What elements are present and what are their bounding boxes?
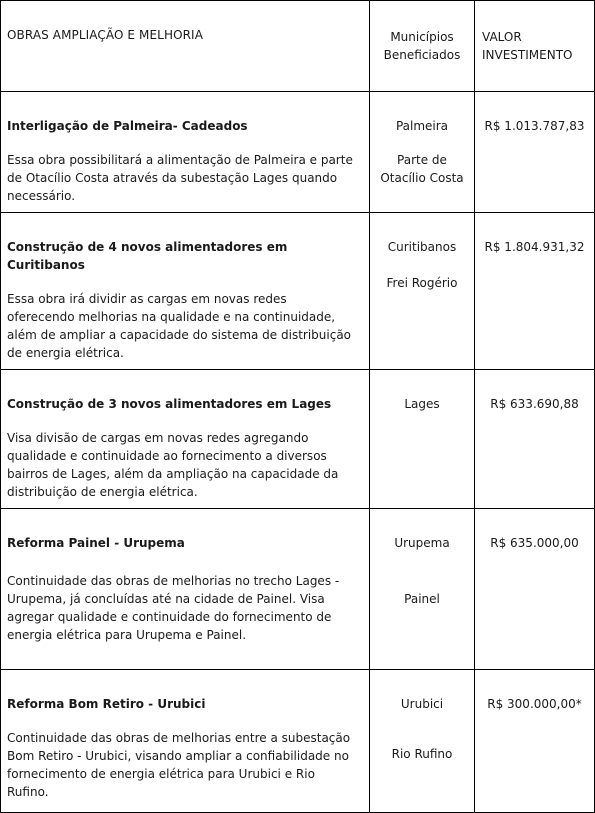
- obra-description-cell: [1, 92, 370, 213]
- municipio: Painel: [404, 592, 440, 606]
- header-municipios-line1: Municípios: [390, 30, 454, 44]
- header-municipios-line2: Beneficiados: [383, 48, 461, 62]
- valor-cell: R$ 1.013.787,83: [475, 92, 595, 213]
- table-header-row: [1, 1, 595, 92]
- obra-text-line: de Otacílio Costa através da subestação Lages quando: [7, 171, 338, 185]
- valor-cell: R$ 300.000,00*: [475, 670, 595, 813]
- table-row: [1, 370, 595, 509]
- obra-text-line: Bom Retiro - Urubici, visando ampliar a confiabilidade no: [7, 749, 349, 763]
- obra-text-line: energia elétrica para Urupema e Painel.: [7, 628, 247, 642]
- municipio: Rio Rufino: [391, 747, 453, 761]
- obra-text: [7, 729, 363, 801]
- valor-cell: R$ 635.000,00: [475, 509, 595, 670]
- obra-text-line: Rufino.: [7, 785, 49, 799]
- municipio: Urupema: [394, 536, 450, 550]
- municipios-cell: [370, 92, 475, 213]
- table-row: [1, 92, 595, 213]
- obra-text-line: Essa obra irá dividir as cargas em novas redes: [7, 292, 287, 306]
- header-obras: OBRAS AMPLIAÇÃO E MELHORIA: [1, 1, 370, 92]
- obra-title: Construção de 4 novos alimentadores em Curitibanos: [7, 240, 288, 272]
- obra-text-line: agregar qualidade e continuidade do fornecimento de: [7, 610, 332, 624]
- obra-description-cell: [1, 670, 370, 813]
- obra-text-line: oferecendo melhorias na qualidade e na continuidade,: [7, 310, 336, 324]
- municipios-cell: [370, 213, 475, 370]
- municipio: Lages: [404, 397, 440, 411]
- municipios-cell: [370, 509, 475, 670]
- municipio: Parte de: [397, 153, 447, 167]
- obra-text-line: de energia elétrica.: [7, 346, 124, 360]
- valor-cell: R$ 1.804.931,32: [475, 213, 595, 370]
- obra-text: [7, 572, 363, 644]
- obra-text: [7, 290, 363, 362]
- table-row: [1, 670, 595, 813]
- municipio: Urubici: [400, 697, 444, 711]
- obra-description-cell: [1, 213, 370, 370]
- obra-description-cell: [1, 370, 370, 509]
- municipio: Otacílio Costa: [380, 171, 464, 185]
- valor-cell: R$ 633.690,88: [475, 370, 595, 509]
- obra-title: Construção de 3 novos alimentadores em Lages: [7, 397, 332, 411]
- table-row: [1, 509, 595, 670]
- municipios-cell: [370, 670, 475, 813]
- municipio: Palmeira: [395, 119, 449, 133]
- obra-title: Reforma Bom Retiro - Urubici: [7, 697, 206, 711]
- municipio: Curitibanos: [387, 240, 457, 254]
- obra-title: Interligação de Palmeira- Cadeados: [7, 119, 248, 133]
- obra-text-line: bairros de Lages, além da ampliação na capacidade da: [7, 467, 339, 481]
- obra-title: Reforma Painel - Urupema: [7, 536, 185, 550]
- obra-text-line: distribuição de energia elétrica.: [7, 485, 198, 499]
- header-valor-line2: INVESTIMENTO: [482, 48, 573, 62]
- header-municipios: [370, 1, 475, 92]
- obra-text-line: necessário.: [7, 189, 76, 203]
- header-valor-line1: VALOR: [482, 30, 522, 44]
- header-valor: [475, 1, 595, 92]
- obra-text-line: qualidade e continuidade ao fornecimento a diversos: [7, 449, 327, 463]
- obra-text-line: Visa divisão de cargas em novas redes agregando: [7, 431, 309, 445]
- obra-text: [7, 151, 363, 205]
- obra-description-cell: [1, 509, 370, 670]
- obra-text-line: além de ampliar a capacidade do sistema de distribuição: [7, 328, 352, 342]
- obra-text-line: Essa obra possibilitará a alimentação de Palmeira e parte: [7, 153, 353, 167]
- municipios-cell: [370, 370, 475, 509]
- obra-text-line: Continuidade das obras de melhorias no trecho Lages -: [7, 574, 340, 588]
- obra-text: [7, 429, 363, 501]
- obra-text-line: Urupema, já concluídas até na cidade de Painel. Visa: [7, 592, 325, 606]
- municipio: Frei Rogério: [386, 276, 458, 290]
- obra-text-line: Continuidade das obras de melhorias entre a subestação: [7, 731, 351, 745]
- table-row: [1, 213, 595, 370]
- obra-text-line: fornecimento de energia elétrica para Urubici e Rio: [7, 767, 315, 781]
